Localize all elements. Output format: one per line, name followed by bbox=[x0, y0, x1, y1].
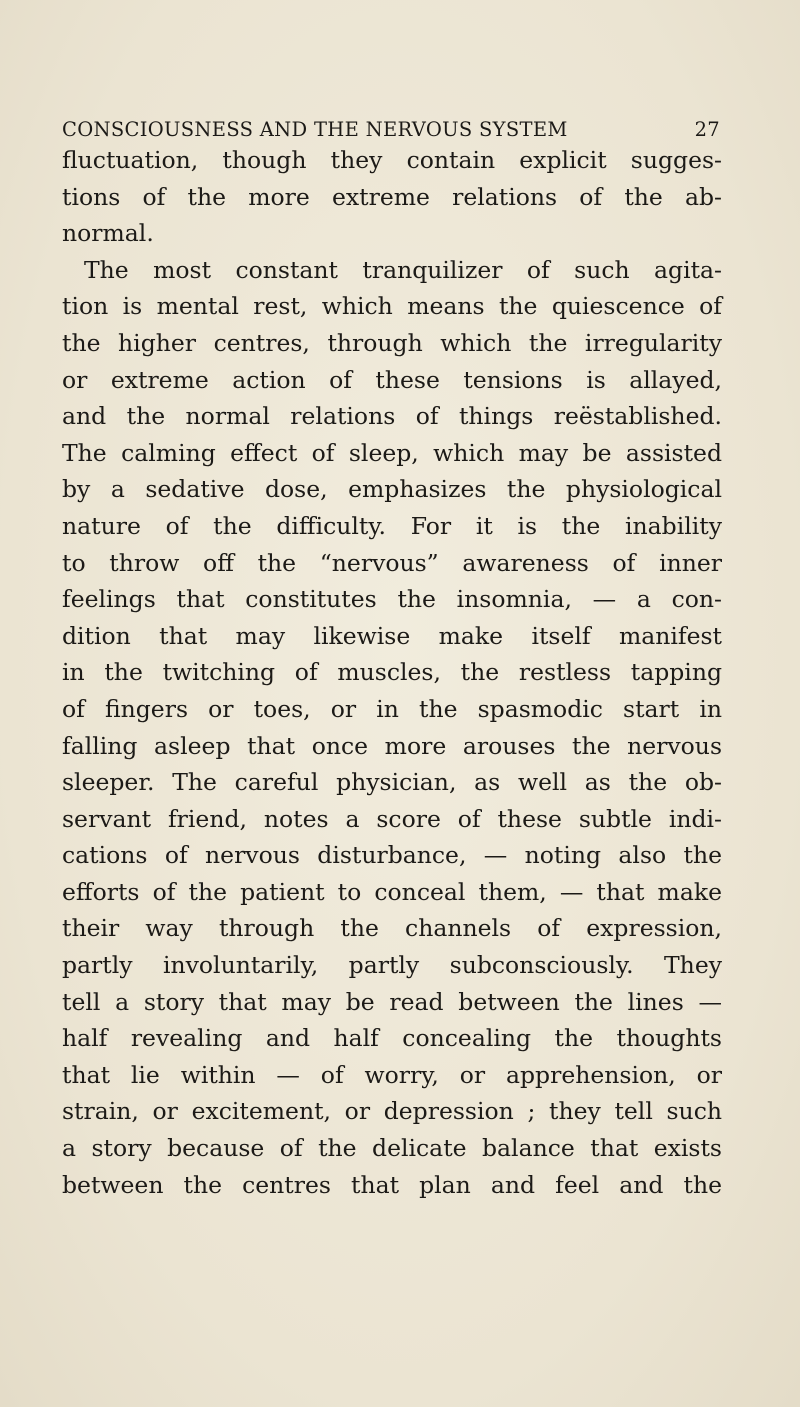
text-line: their way through the channels of expression, bbox=[62, 914, 722, 943]
text-line: servant friend, notes a score of these subtle indi- bbox=[62, 804, 722, 833]
text-line: the higher centres, through which the irregularity bbox=[62, 328, 722, 357]
text-line: tions of the more extreme relations of the ab- bbox=[62, 182, 722, 211]
text-line: by a sedative dose, emphasizes the physiological bbox=[62, 475, 722, 504]
text-line: sleeper. The careful physician, as well as the ob- bbox=[62, 768, 722, 797]
text-line: of fingers or toes, or in the spasmodic start in bbox=[62, 694, 722, 723]
text-line: and the normal relations of things reëstablished. bbox=[62, 402, 722, 431]
text-line: The most constant tranquilizer of such agita- bbox=[84, 255, 722, 284]
body-text bbox=[62, 142, 722, 1203]
text-line: in the twitching of muscles, the restless tapping bbox=[62, 658, 722, 687]
text-line: a story because of the delicate balance that exists bbox=[62, 1134, 722, 1163]
text-line: nature of the difficulty. For it is the inability bbox=[62, 511, 722, 540]
text-line: normal. bbox=[62, 219, 154, 248]
text-line: between the centres that plan and feel and the bbox=[62, 1170, 722, 1199]
text-line: feelings that constitutes the insomnia, — a con- bbox=[62, 585, 722, 614]
text-line: to throw off the “nervous” awareness of inner bbox=[62, 548, 722, 577]
running-title: CONSCIOUSNESS AND THE NERVOUS SYSTEM bbox=[62, 118, 568, 141]
text-line: tion is mental rest, which means the quiescence of bbox=[62, 292, 722, 321]
text-line: efforts of the patient to conceal them, — that make bbox=[62, 877, 722, 906]
text-line: partly involuntarily, partly subconsciously. They bbox=[62, 951, 722, 980]
text-line: tell a story that may be read between the lines — bbox=[62, 987, 722, 1016]
text-line: dition that may likewise make itself manifest bbox=[62, 621, 722, 650]
text-line: half revealing and half concealing the thoughts bbox=[62, 1024, 722, 1053]
text-line: that lie within — of worry, or apprehension, or bbox=[62, 1060, 722, 1089]
page-number: 27 bbox=[694, 118, 720, 141]
text-line: falling asleep that once more arouses the nervous bbox=[62, 731, 722, 760]
text-line: fluctuation, though they contain explicit sugges- bbox=[62, 146, 722, 174]
text-line: strain, or excitement, or depression ; they tell such bbox=[62, 1097, 722, 1126]
text-line: cations of nervous disturbance, — noting also the bbox=[62, 841, 722, 870]
text-line: or extreme action of these tensions is allayed, bbox=[62, 365, 722, 394]
text-line: The calming effect of sleep, which may be assisted bbox=[62, 438, 722, 467]
